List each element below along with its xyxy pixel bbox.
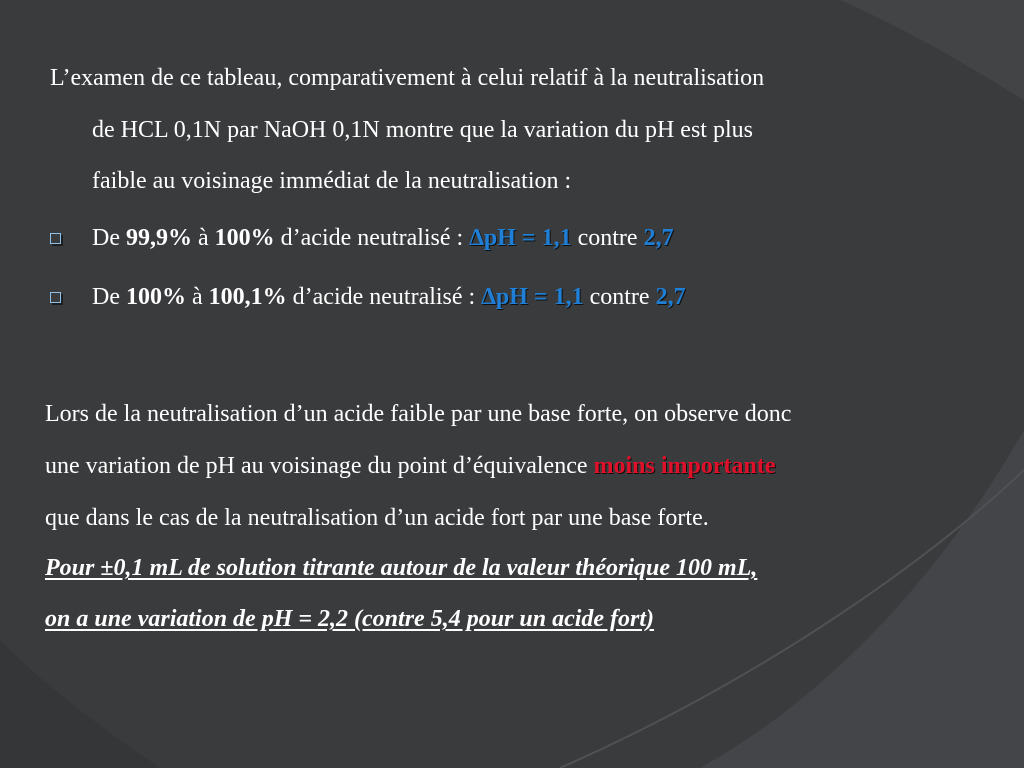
bullet-2-sep: à <box>185 284 209 310</box>
conclusion-line-3: que dans le cas de la neutralisation d’un acide fort par une base forte. <box>45 505 709 531</box>
bullet-2-middle: d’acide neutralisé : <box>286 284 482 310</box>
bullet-item-1 <box>92 223 674 253</box>
bullet-2-compare: 2,7 <box>655 284 686 310</box>
conclusion-line-1: Lors de la neutralisation d’un acide faible par une base forte, on observe donc <box>45 401 792 427</box>
conclusion-line-2 <box>45 451 776 481</box>
bullet-1-to: 100% <box>214 225 275 251</box>
bullet-2-delta: ∆pH = 1,1 <box>481 284 584 310</box>
bullet-item-2 <box>92 282 686 312</box>
conclusion-line-2-text: une variation de pH au voisinage du point d’équivalence <box>45 453 594 479</box>
bullet-1-from: 99,9% <box>125 225 192 251</box>
bullet-2-to: 100,1% <box>208 284 287 310</box>
intro-line-3: faible au voisinage immédiat de la neutralisation : <box>92 168 572 194</box>
intro-line-1: L’examen de ce tableau, comparativement à celui relatif à la neutralisation <box>50 65 765 91</box>
note-line-1: Pour ±0,1 mL de solution titrante autour de la valeur théorique 100 mL, <box>45 555 758 581</box>
square-bullet-icon <box>50 233 61 244</box>
bullet-1-middle: d’acide neutralisé : <box>274 225 470 251</box>
bullet-2-prefix: De <box>92 284 126 310</box>
bullet-1-sep: à <box>191 225 215 251</box>
conclusion-highlight: moins importante <box>593 453 776 479</box>
note-line-2: on a une variation de pH = 2,2 (contre 5,4 pour un acide fort) <box>45 606 655 632</box>
bullet-1-versus: contre <box>571 225 644 251</box>
bullet-1-prefix: De <box>92 225 126 251</box>
square-bullet-icon <box>50 292 61 303</box>
bullet-2-versus: contre <box>583 284 656 310</box>
bullet-2-from: 100% <box>125 284 186 310</box>
bullet-1-compare: 2,7 <box>643 225 674 251</box>
bullet-1-delta: ∆pH = 1,1 <box>469 225 572 251</box>
intro-line-2: de HCL 0,1N par NaOH 0,1N montre que la variation du pH est plus <box>92 117 753 143</box>
